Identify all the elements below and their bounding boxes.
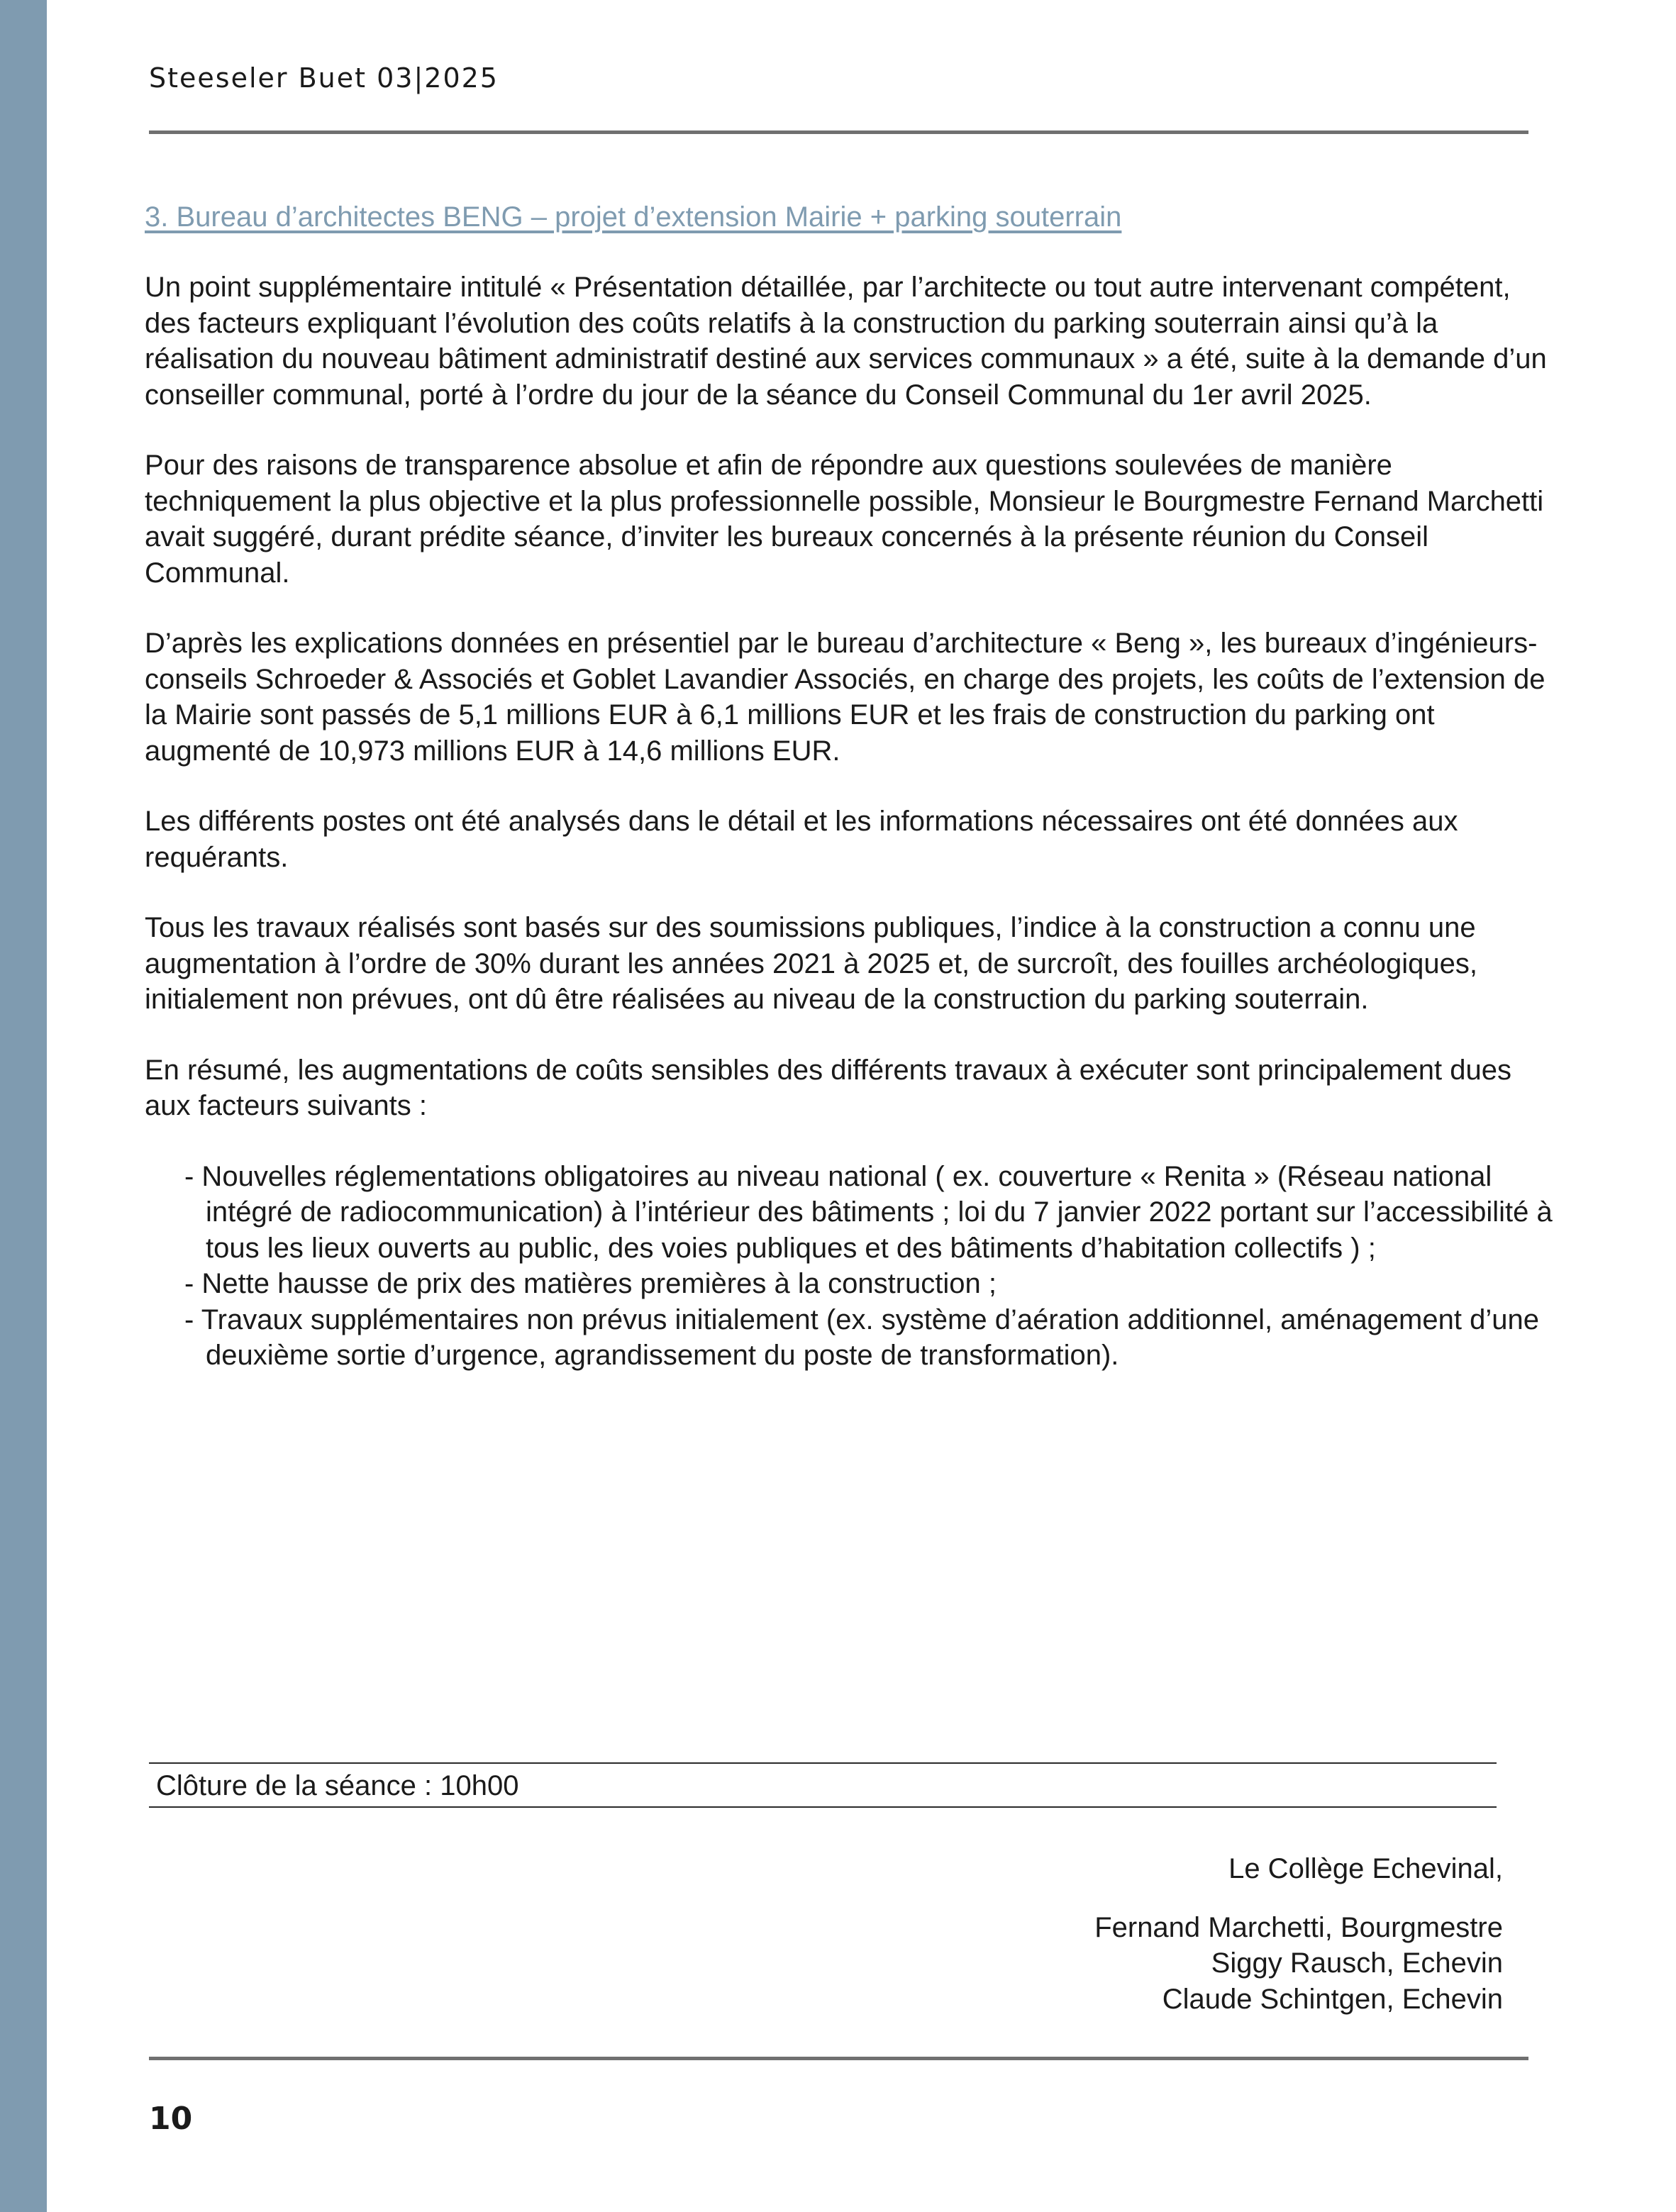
paragraph: En résumé, les augmentations de coûts sensibles des différents travaux à exécuter sont principalement dues aux facteurs suivants :	[145, 1054, 1512, 1121]
paragraph: D’après les explications données en présentiel par le bureau d’architecture « Beng », les bureaux d’ingénieurs-conseils Schroeder & Associés et Goblet Lavandier Associés, en charge des projets, les coûts de l’extension de la Mairie sont passés de 5,1 millions EUR à 6,1 millions EUR et les frais de construction du parking ont augmenté de 10,973 millions EUR à 14,6 millions EUR.	[145, 628, 1545, 767]
signature-block	[1094, 1851, 1503, 2017]
signature-college: Le Collège Echevinal,	[1228, 1853, 1503, 1884]
closing-box	[149, 1762, 1497, 1808]
signature-name: Claude Schintgen, Echevin	[1162, 1983, 1503, 2015]
factor-list	[184, 1159, 1556, 1374]
list-item: - Travaux supplémentaires non prévus initialement (ex. système d’aération additionnel, aménagement d’une deuxième sortie d’urgence, agrandissement du poste de transformation).	[184, 1304, 1539, 1371]
signature-name: Siggy Rausch, Echevin	[1211, 1947, 1503, 1979]
body-text	[145, 269, 1556, 1374]
header-rule	[149, 130, 1528, 134]
paragraph: Pour des raisons de transparence absolue et afin de répondre aux questions soulevées de manière techniquement la plus objective et la plus professionnelle possible, Monsieur le Bourgmestre Fernand Marchetti avait suggéré, durant prédite séance, d’inviter les bureaux concernés à la présente réunion du Conseil Communal.	[145, 450, 1544, 589]
paragraph: Les différents postes ont été analysés dans le détail et les informations nécessaires ont été données aux requérants.	[145, 806, 1458, 873]
footer-rule	[149, 2057, 1528, 2060]
side-accent-bar	[0, 0, 47, 2212]
paragraph: Un point supplémentaire intitulé « Présentation détaillée, par l’architecte ou tout autre intervenant compétent, des facteurs expliquant l’évolution des coûts relatifs à la construction du parking souterrain ainsi qu’à la réalisation du nouveau bâtiment administratif destiné aux services communaux » a été, suite à la demande d’un conseiller communal, porté à l’ordre du jour de la séance du Conseil Communal du 1er avril 2025.	[145, 272, 1547, 411]
running-header: Steeseler Buet 03|2025	[149, 62, 499, 94]
signature-name: Fernand Marchetti, Bourgmestre	[1094, 1911, 1503, 1943]
closing-text: Clôture de la séance : 10h00	[156, 1770, 519, 1801]
page-number: 10	[149, 2101, 193, 2137]
list-item: - Nouvelles réglementations obligatoires au niveau national ( ex. couverture « Renita » (Réseau national intégré de radiocommunication) à l’intérieur des bâtiments ; loi du 7 janvier 2022 portant sur l’accessibilité à tous les lieux ouverts au public, des voies publiques et des bâtiments d’habitation collectifs ) ;	[184, 1160, 1553, 1264]
list-item: - Nette hausse de prix des matières premières à la construction ;	[184, 1268, 997, 1299]
section-title: 3. Bureau d’architectes BENG – projet d’extension Mairie + parking souterrain	[145, 201, 1122, 233]
paragraph: Tous les travaux réalisés sont basés sur des soumissions publiques, l’indice à la construction a connu une augmentation à l’ordre de 30% durant les années 2021 à 2025 et, de surcroît, des fouilles archéologiques, initialement non prévues, ont dû être réalisées au niveau de la construction du parking souterrain.	[145, 912, 1478, 1015]
